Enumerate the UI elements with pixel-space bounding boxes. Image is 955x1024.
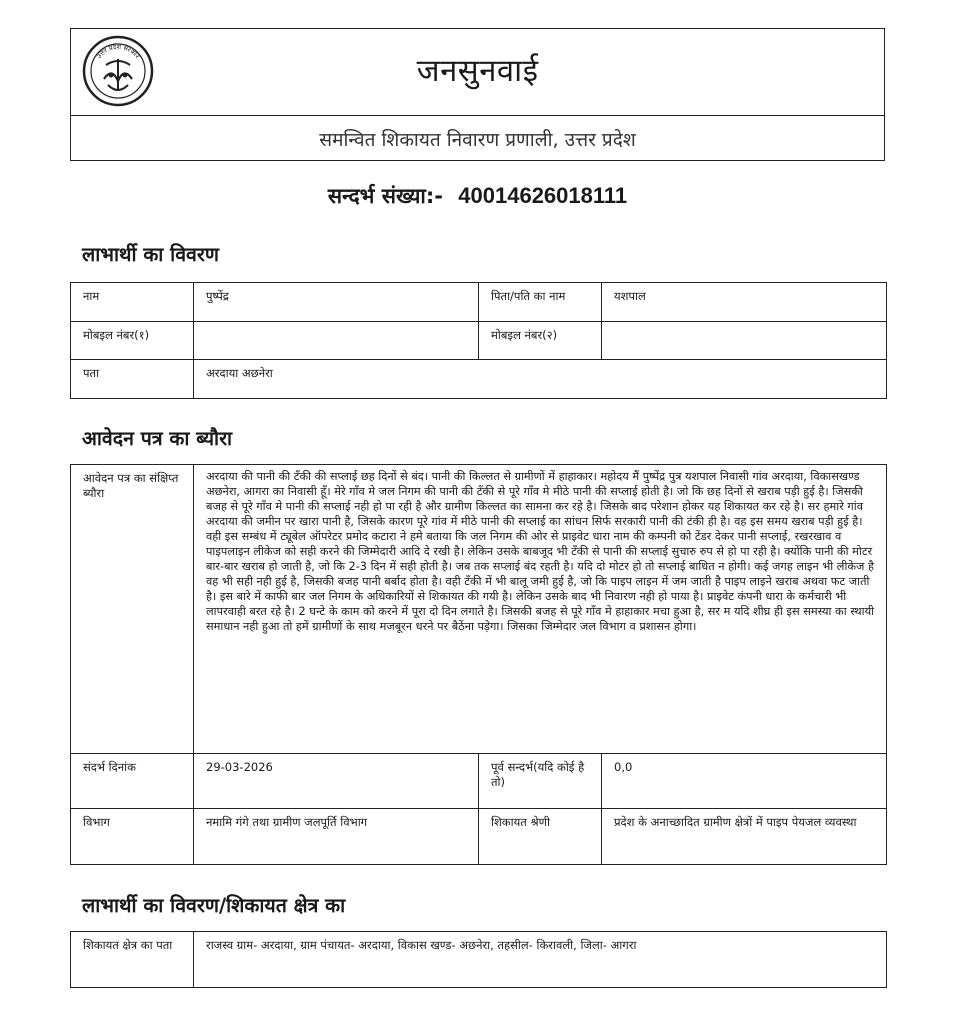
father-value: यशपाल	[602, 283, 887, 322]
summary-label: आवेदन पत्र का संक्षिप्त ब्यौरा	[71, 465, 194, 754]
table-row	[71, 809, 887, 865]
prev-ref-label: पूर्व सन्दर्भ(यदि कोई है तो)	[479, 754, 602, 809]
table-row	[71, 465, 887, 754]
site-title: जनसुनवाई	[416, 53, 539, 89]
svg-text:उत्तर प्रदेश सरकार: उत्तर प्रदेश सरकार	[94, 42, 142, 60]
reference-number: 40014626018111	[458, 183, 628, 208]
address-value: अरदाया अछनेरा	[194, 360, 887, 399]
mobile2-value	[602, 322, 887, 360]
table-row	[71, 322, 887, 360]
application-table	[70, 464, 887, 865]
application-heading: आवेदन पत्र का ब्यौरा	[82, 427, 233, 450]
prev-ref-value: 0,0	[602, 754, 887, 809]
department-label: विभाग	[71, 809, 194, 865]
category-value: प्रदेश के अनाच्छादित ग्रामीण क्षेत्रों में पाइप पेयजल व्यवस्था	[602, 809, 887, 865]
father-label: पिता/पति का नाम	[479, 283, 602, 322]
table-row	[71, 360, 887, 399]
date-value: 29-03-2026	[194, 754, 479, 809]
category-label: शिकायत श्रेणी	[479, 809, 602, 865]
name-value: पुष्पेंद्र	[194, 283, 479, 322]
reference-line	[0, 182, 955, 210]
date-label: संदर्भ दिनांक	[71, 754, 194, 809]
area-address-label: शिकायत क्षेत्र का पता	[71, 932, 194, 988]
mobile1-label: मोबइल नंबर(१)	[71, 322, 194, 360]
table-row	[71, 283, 887, 322]
mobile2-label: मोबइल नंबर(२)	[479, 322, 602, 360]
header-box	[70, 28, 885, 161]
beneficiary-table	[70, 282, 887, 399]
header-top	[71, 29, 884, 116]
area-address-value: राजस्व ग्राम- अरदाया, ग्राम पंचायत- अरदाया, विकास खण्ड- अछनेरा, तहसील- किरावली, जिला- आगरा	[194, 932, 887, 988]
summary-text: अरदाया की पानी की टँकी की सप्लाई छह दिनों से बंद। पानी की किल्लत से ग्रामीणों में हाहाकार। महोदय मैं पुष्पेंद्र पुत्र यशपाल निवासी गांव अरदाया, विकासखण्ड अछनेरा, आगरा का निवासी हूँ। मेरे गाँव मे जल निगम की पानी की टँकी से पूरे गाँव मे मीठे पानी की सप्लाई होती है। जो कि छह दिनों से खराब पड़ी हुई है। जिसकी बजह से पूरे गाँव मे पानी की सप्लाई नही हो पा रही है और ग्रामीण किल्लत का सामना कर रहे है। जिसके बाद परेशान होकर यह शिकायत कर रहे है। सर हमारे गांव अरदाया की जमीन पर खारा पानी है, जिसके कारण पूरे गांव में मीठे पानी की सप्लाई का सांधन सिर्फ सरकारी पानी की टंकी ही है। वह इस समय खराब पड़ी हुई है। वही इस सम्बंध में ट्यूबेल ऑपरेटर प्रमोद कटारा ने हमे बताया कि जल निगम की ओर से प्राइवेट धारा नाम की कम्पनी को टेंडर देकर पानी सप्लाई, रखरखाव व पाइपलाइन लीकेज को सही करने की जिम्मेदारी आदि दे रखी है। लेकिन उसके बाबजूद भी टँकी से पानी की सप्लाई सुचारु रुप से हो पा रही है। क्योंकि पानी की मोटर बार-बार खराब हो जाती है, जो कि 2-3 दिन में सही होती है। जब तक सप्लाई बंद रहती है। यदि दो मोटर हो तो सप्लाई बाधित न होगी। कई जगह लाइन भी लीकेज है वह भी सही नही हुई है, जिसकी बजह पानी बर्बाद होता है। वही टँकी में भी बालू जमी हुई है, जो कि पाइप लाइन में जम जाती है पाइप लाइने खराब अथवा फट जाती है। इस बारे में काफी बार जल निगम के अधिकारियों से शिकायत की गयी है। लेकिन उसके बाद भी निवारण नही हो पाया है। प्राइवेट कंपनी धारा के कर्मचारी भी लापरवाही बरत रहे है। 2 घन्टे के काम को करने में पूरा दो दिन लगाते है। जिसकी बजह से पूरे गाँव मे हाहाकार मचा हुआ है, सर म यदि शीघ्र ही इस समस्या का स्थायी समाधान नही हुआ तो हमें ग्रामीणों के साथ मजबूरन धरने पर बैठेंना पड़ेगा। जिसका जिम्मेदार जल विभाग व प्रशासन होगा।	[194, 465, 887, 754]
name-label: नाम	[71, 283, 194, 322]
mobile1-value	[194, 322, 479, 360]
department-value: नमामि गंगे तथा ग्रामीण जलपूर्ति विभाग	[194, 809, 479, 865]
table-row	[71, 932, 887, 988]
table-row	[71, 754, 887, 809]
site-subtitle: समन्वित शिकायत निवारण प्रणाली, उत्तर प्रदेश	[319, 129, 636, 151]
address-label: पता	[71, 360, 194, 399]
area-heading: लाभार्थी का विवरण/शिकायत क्षेत्र का	[82, 894, 346, 917]
reference-label: सन्दर्भ संख्या:-	[327, 184, 443, 208]
area-table	[70, 931, 887, 988]
beneficiary-heading: लाभार्थी का विवरण	[82, 243, 219, 266]
